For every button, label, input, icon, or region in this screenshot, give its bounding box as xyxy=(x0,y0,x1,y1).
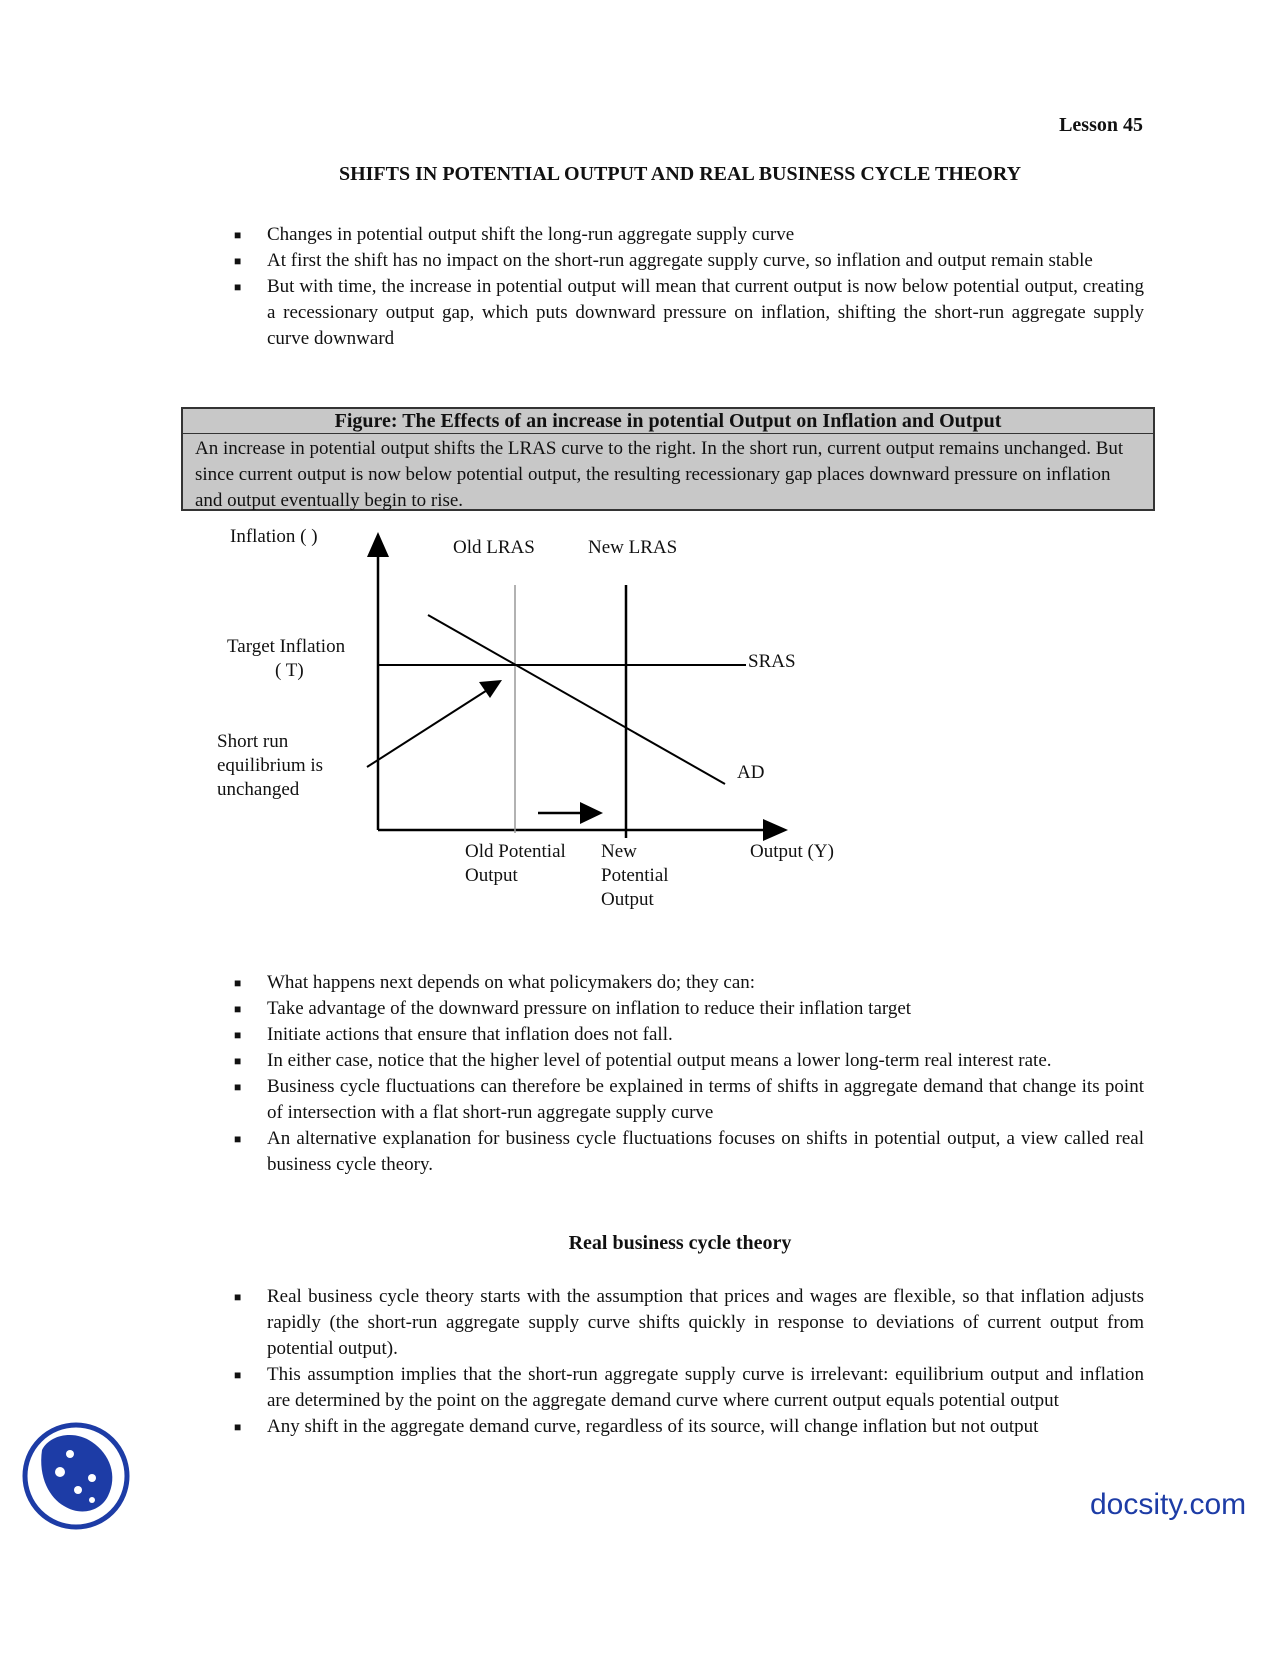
list-item: ■ Changes in potential output shift the long-run aggregate supply curve xyxy=(234,224,795,245)
page-title: SHIFTS IN POTENTIAL OUTPUT AND REAL BUSINESS CYCLE THEORY xyxy=(338,163,1022,185)
old-lras-label: Old LRAS xyxy=(453,537,535,558)
x-axis-arrow-icon xyxy=(763,819,788,841)
bullet-list-bottom xyxy=(232,1284,1144,1440)
bullet-list-middle xyxy=(232,970,1144,1178)
x-axis-label: Output (Y) xyxy=(750,841,834,862)
old-potential-label-2: Output xyxy=(465,865,518,886)
old-potential-label-1: Old Potential xyxy=(465,841,566,862)
list-item: ■ Real business cycle theory starts with the assumption that prices and wages are flexible, so that inflation adjusts rapidly (the short-run aggregate supply curve shifts quickly in response to deviations of current output from potential output). xyxy=(234,1286,1144,1359)
list-item: ■ Take advantage of the downward pressure on inflation to reduce their inflation target xyxy=(234,998,912,1019)
docsity-brand-text[interactable]: docsity.com xyxy=(1090,1488,1247,1521)
docsity-logo-icon xyxy=(20,1420,132,1532)
list-item: ■ What happens next depends on what policymakers do; they can: xyxy=(234,972,756,993)
target-inflation-symbol: ( T) xyxy=(275,660,304,681)
new-potential-label-2: Potential xyxy=(601,865,669,886)
list-item: ■ At first the shift has no impact on the short-run aggregate supply curve, so inflation and output remain stable xyxy=(234,250,1093,271)
figure-caption-box xyxy=(181,407,1155,511)
short-run-arrow-icon xyxy=(479,680,502,698)
list-item: ■ In either case, notice that the higher level of potential output means a lower long-term real interest rate. xyxy=(234,1050,1052,1071)
short-run-label-2: equilibrium is xyxy=(217,755,324,776)
figure-title: Figure: The Effects of an increase in potential Output on Inflation and Output xyxy=(183,409,1153,434)
target-inflation-label: Target Inflation xyxy=(227,636,346,657)
y-axis-arrow-icon xyxy=(367,532,389,557)
short-run-arrow-line xyxy=(367,687,492,767)
lras-diagram xyxy=(0,520,1280,920)
figure-caption: An increase in potential output shifts the LRAS curve to the right. In the short run, current output remains unchanged. But since current output is now below potential output, the resulting recessionary gap places downward pressure on inflation and output eventually begin to rise. xyxy=(195,438,1124,511)
short-run-label-1: Short run xyxy=(217,731,289,752)
section-heading: Real business cycle theory xyxy=(568,1232,792,1254)
list-item: ■ Business cycle fluctuations can therefore be explained in terms of shifts in aggregate demand that change its point of intersection with a flat short-run aggregate supply curve xyxy=(234,1076,1144,1123)
sras-label: SRAS xyxy=(748,651,796,672)
short-run-label-3: unchanged xyxy=(217,779,300,800)
list-item: ■ An alternative explanation for business cycle fluctuations focuses on shifts in potential output, a view called real business cycle theory. xyxy=(234,1128,1144,1175)
shift-arrow-icon xyxy=(580,802,603,824)
y-axis-label: Inflation ( ) xyxy=(230,526,318,547)
list-item: ■ This assumption implies that the short-run aggregate supply curve is irrelevant: equilibrium output and inflation are determined by the point on the aggregate demand curve where current output equals potential output xyxy=(234,1364,1144,1411)
list-item: ■ Any shift in the aggregate demand curve, regardless of its source, will change inflation but not output xyxy=(234,1416,1039,1437)
bullet-list-top xyxy=(232,222,1144,352)
list-item: ■ But with time, the increase in potential output will mean that current output is now below potential output, creating a recessionary output gap, which puts downward pressure on inflation, shifting the short-run aggregate supply curve downward xyxy=(234,276,1144,349)
new-potential-label-1: New xyxy=(601,841,637,862)
list-item: ■ Initiate actions that ensure that inflation does not fall. xyxy=(234,1024,673,1045)
lesson-number: Lesson 45 xyxy=(1059,114,1143,136)
new-potential-label-3: Output xyxy=(601,889,654,910)
ad-label: AD xyxy=(737,762,765,783)
new-lras-label: New LRAS xyxy=(588,537,678,558)
